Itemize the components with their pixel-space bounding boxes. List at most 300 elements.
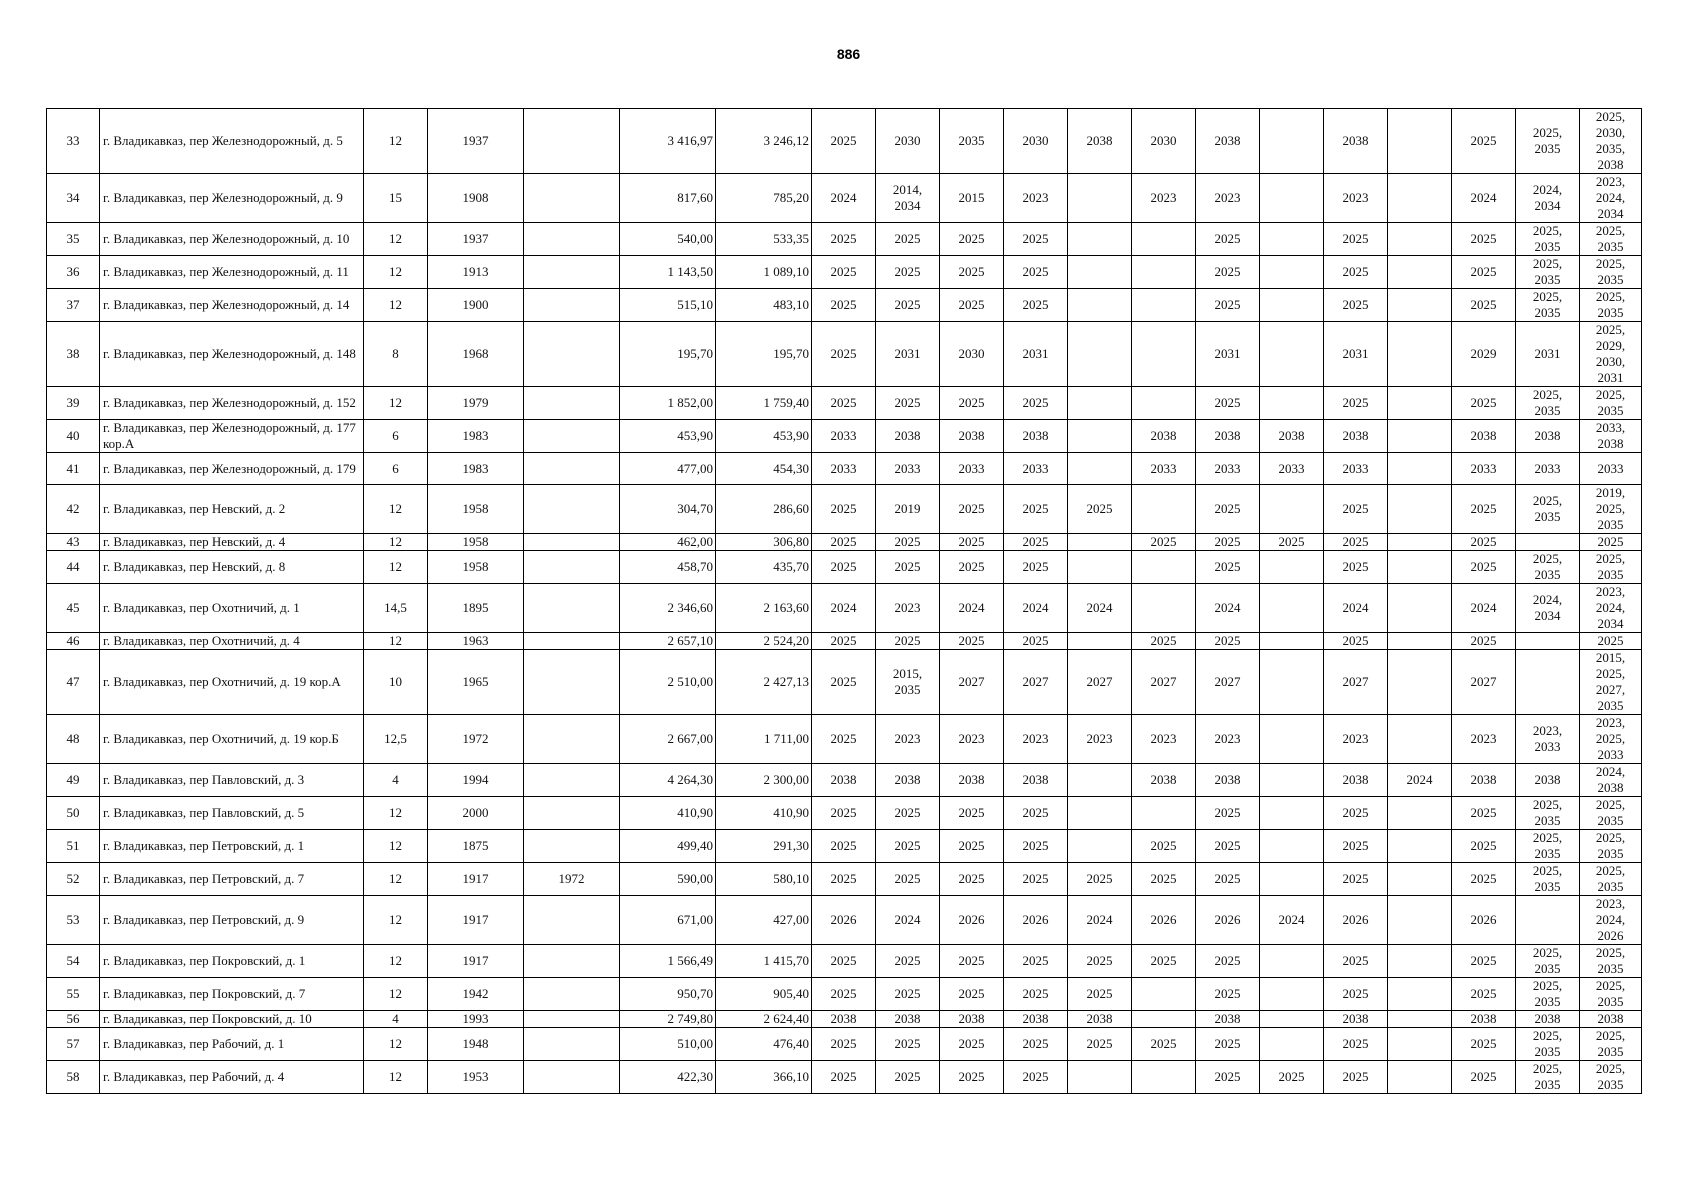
year-c8-cell: 2025 (812, 485, 876, 534)
table-row (47, 830, 1642, 863)
year-c18-cell: 2025 (1452, 223, 1516, 256)
year-c18-cell: 2026 (1452, 896, 1516, 945)
year-c11-cell: 2025 (1004, 978, 1068, 1011)
year-c10-cell: 2025 (940, 633, 1004, 650)
total-area-cell: 3 416,97 (620, 109, 716, 174)
year-c10-cell: 2025 (940, 1028, 1004, 1061)
year-c9-cell: 2033 (876, 453, 940, 485)
year-c10-cell: 2025 (940, 797, 1004, 830)
table-row (47, 764, 1642, 797)
year-c19-cell: 2025, 2035 (1516, 223, 1580, 256)
year-c10-cell: 2023 (940, 715, 1004, 764)
year-col-5-cell (524, 945, 620, 978)
address-cell: г. Владикавказ, пер Невский, д. 4 (100, 534, 364, 551)
year-c19-cell: 2025, 2035 (1516, 387, 1580, 420)
table-row (47, 387, 1642, 420)
row-number-cell: 36 (47, 256, 100, 289)
year-c20-cell: 2025, 2035 (1580, 863, 1642, 896)
year-c19-cell: 2025, 2035 (1516, 978, 1580, 1011)
year-c16-cell: 2033 (1324, 453, 1388, 485)
year-c20-cell: 2025, 2035 (1580, 830, 1642, 863)
year-c16-cell: 2026 (1324, 896, 1388, 945)
table-row (47, 1011, 1642, 1028)
year-c18-cell: 2024 (1452, 174, 1516, 223)
value-col-3-cell: 12,5 (364, 715, 428, 764)
year-c18-cell: 2025 (1452, 289, 1516, 322)
year-c12-cell: 2024 (1068, 896, 1132, 945)
year-c9-cell: 2025 (876, 256, 940, 289)
address-cell: г. Владикавказ, пер Железнодорожный, д. 14 (100, 289, 364, 322)
year-c13-cell: 2038 (1132, 764, 1196, 797)
year-c8-cell: 2025 (812, 1061, 876, 1094)
year-c12-cell: 2025 (1068, 1028, 1132, 1061)
row-number-cell: 40 (47, 420, 100, 453)
year-built-cell: 1895 (428, 584, 524, 633)
year-c16-cell: 2025 (1324, 797, 1388, 830)
value-col-3-cell: 8 (364, 322, 428, 387)
year-built-cell: 1983 (428, 453, 524, 485)
year-col-5-cell (524, 978, 620, 1011)
year-c10-cell: 2025 (940, 485, 1004, 534)
year-col-5-cell (524, 453, 620, 485)
year-c14-cell: 2025 (1196, 1061, 1260, 1094)
year-c19-cell: 2025, 2035 (1516, 109, 1580, 174)
value-col-3-cell: 12 (364, 896, 428, 945)
year-c12-cell (1068, 797, 1132, 830)
value-col-3-cell: 12 (364, 534, 428, 551)
year-c20-cell: 2025, 2035 (1580, 256, 1642, 289)
year-c19-cell: 2025, 2035 (1516, 289, 1580, 322)
row-number-cell: 45 (47, 584, 100, 633)
total-area-cell: 458,70 (620, 551, 716, 584)
year-c18-cell: 2025 (1452, 945, 1516, 978)
year-col-5-cell (524, 764, 620, 797)
year-c11-cell: 2025 (1004, 633, 1068, 650)
year-c14-cell: 2025 (1196, 978, 1260, 1011)
year-col-5-cell (524, 584, 620, 633)
year-c15-cell (1260, 387, 1324, 420)
row-number-cell: 39 (47, 387, 100, 420)
year-c17-cell (1388, 633, 1452, 650)
year-c12-cell (1068, 1061, 1132, 1094)
year-c17-cell (1388, 420, 1452, 453)
year-c11-cell: 2026 (1004, 896, 1068, 945)
year-c12-cell (1068, 256, 1132, 289)
year-c14-cell: 2038 (1196, 1011, 1260, 1028)
table-row (47, 109, 1642, 174)
year-c17-cell (1388, 584, 1452, 633)
year-c19-cell: 2038 (1516, 1011, 1580, 1028)
year-c17-cell: 2024 (1388, 764, 1452, 797)
year-c16-cell: 2024 (1324, 584, 1388, 633)
value-col-3-cell: 15 (364, 174, 428, 223)
year-c20-cell: 2025, 2035 (1580, 1061, 1642, 1094)
year-c10-cell: 2025 (940, 534, 1004, 551)
year-built-cell: 1972 (428, 715, 524, 764)
table-row (47, 797, 1642, 830)
row-number-cell: 57 (47, 1028, 100, 1061)
year-c10-cell: 2025 (940, 1061, 1004, 1094)
year-built-cell: 1993 (428, 1011, 524, 1028)
year-c8-cell: 2033 (812, 453, 876, 485)
table-row (47, 534, 1642, 551)
table-row (47, 485, 1642, 534)
year-c14-cell: 2027 (1196, 650, 1260, 715)
year-c9-cell: 2025 (876, 223, 940, 256)
year-col-5-cell (524, 830, 620, 863)
year-c12-cell (1068, 420, 1132, 453)
living-area-cell: 366,10 (716, 1061, 812, 1094)
address-cell: г. Владикавказ, пер Павловский, д. 5 (100, 797, 364, 830)
year-c11-cell: 2038 (1004, 764, 1068, 797)
table-row (47, 978, 1642, 1011)
year-built-cell: 1900 (428, 289, 524, 322)
year-c18-cell: 2027 (1452, 650, 1516, 715)
year-c9-cell: 2025 (876, 289, 940, 322)
year-c14-cell: 2025 (1196, 797, 1260, 830)
year-c17-cell (1388, 534, 1452, 551)
year-c9-cell: 2025 (876, 1061, 940, 1094)
row-number-cell: 37 (47, 289, 100, 322)
row-number-cell: 51 (47, 830, 100, 863)
year-c12-cell: 2027 (1068, 650, 1132, 715)
year-c9-cell: 2023 (876, 584, 940, 633)
year-c16-cell: 2025 (1324, 551, 1388, 584)
living-area-cell: 453,90 (716, 420, 812, 453)
year-c18-cell: 2025 (1452, 109, 1516, 174)
year-c20-cell: 2023, 2024, 2034 (1580, 174, 1642, 223)
year-built-cell: 2000 (428, 797, 524, 830)
year-c15-cell (1260, 1011, 1324, 1028)
year-c19-cell: 2024, 2034 (1516, 584, 1580, 633)
address-cell: г. Владикавказ, пер Петровский, д. 7 (100, 863, 364, 896)
value-col-3-cell: 12 (364, 485, 428, 534)
year-c10-cell: 2038 (940, 764, 1004, 797)
year-c8-cell: 2025 (812, 863, 876, 896)
year-c19-cell: 2023, 2033 (1516, 715, 1580, 764)
year-built-cell: 1958 (428, 485, 524, 534)
year-c12-cell (1068, 387, 1132, 420)
year-c9-cell: 2030 (876, 109, 940, 174)
row-number-cell: 55 (47, 978, 100, 1011)
total-area-cell: 1 852,00 (620, 387, 716, 420)
total-area-cell: 510,00 (620, 1028, 716, 1061)
year-built-cell: 1948 (428, 1028, 524, 1061)
row-number-cell: 44 (47, 551, 100, 584)
year-c16-cell: 2038 (1324, 109, 1388, 174)
year-c18-cell: 2025 (1452, 256, 1516, 289)
address-cell: г. Владикавказ, пер Охотничий, д. 4 (100, 633, 364, 650)
year-c12-cell (1068, 764, 1132, 797)
year-c14-cell: 2025 (1196, 551, 1260, 584)
year-c16-cell: 2025 (1324, 534, 1388, 551)
year-c20-cell: 2019, 2025, 2035 (1580, 485, 1642, 534)
year-c9-cell: 2014, 2034 (876, 174, 940, 223)
year-c20-cell: 2025, 2035 (1580, 978, 1642, 1011)
year-c8-cell: 2025 (812, 534, 876, 551)
year-c13-cell (1132, 223, 1196, 256)
year-c15-cell (1260, 764, 1324, 797)
year-c14-cell: 2031 (1196, 322, 1260, 387)
year-c18-cell: 2025 (1452, 830, 1516, 863)
year-c15-cell (1260, 715, 1324, 764)
living-area-cell: 2 163,60 (716, 584, 812, 633)
year-c15-cell (1260, 485, 1324, 534)
year-c17-cell (1388, 650, 1452, 715)
year-c17-cell (1388, 109, 1452, 174)
total-area-cell: 499,40 (620, 830, 716, 863)
year-c9-cell: 2038 (876, 420, 940, 453)
address-cell: г. Владикавказ, пер Рабочий, д. 4 (100, 1061, 364, 1094)
year-c11-cell: 2025 (1004, 387, 1068, 420)
year-c15-cell (1260, 945, 1324, 978)
total-area-cell: 2 346,60 (620, 584, 716, 633)
total-area-cell: 422,30 (620, 1061, 716, 1094)
year-c8-cell: 2025 (812, 797, 876, 830)
year-c14-cell: 2026 (1196, 896, 1260, 945)
year-c13-cell (1132, 797, 1196, 830)
value-col-3-cell: 12 (364, 1028, 428, 1061)
year-built-cell: 1942 (428, 978, 524, 1011)
address-cell: г. Владикавказ, пер Железнодорожный, д. 148 (100, 322, 364, 387)
year-c11-cell: 2033 (1004, 453, 1068, 485)
year-c16-cell: 2025 (1324, 1061, 1388, 1094)
year-c13-cell: 2030 (1132, 109, 1196, 174)
table-row (47, 1028, 1642, 1061)
year-c15-cell (1260, 551, 1324, 584)
year-built-cell: 1953 (428, 1061, 524, 1094)
year-c11-cell: 2025 (1004, 223, 1068, 256)
year-c11-cell: 2025 (1004, 289, 1068, 322)
year-c15-cell (1260, 978, 1324, 1011)
year-c20-cell: 2038 (1580, 1011, 1642, 1028)
table-row (47, 650, 1642, 715)
year-c19-cell: 2025, 2035 (1516, 797, 1580, 830)
year-col-5-cell (524, 896, 620, 945)
year-built-cell: 1958 (428, 534, 524, 551)
year-c19-cell: 2038 (1516, 420, 1580, 453)
year-c16-cell: 2025 (1324, 485, 1388, 534)
address-cell: г. Владикавказ, пер Петровский, д. 1 (100, 830, 364, 863)
year-c8-cell: 2038 (812, 1011, 876, 1028)
address-cell: г. Владикавказ, пер Железнодорожный, д. 5 (100, 109, 364, 174)
address-cell: г. Владикавказ, пер Невский, д. 2 (100, 485, 364, 534)
year-c19-cell (1516, 896, 1580, 945)
table-row (47, 633, 1642, 650)
year-col-5-cell: 1972 (524, 863, 620, 896)
year-col-5-cell (524, 1011, 620, 1028)
row-number-cell: 54 (47, 945, 100, 978)
address-cell: г. Владикавказ, пер Железнодорожный, д. 10 (100, 223, 364, 256)
year-c16-cell: 2038 (1324, 420, 1388, 453)
living-area-cell: 410,90 (716, 797, 812, 830)
year-c9-cell: 2015, 2035 (876, 650, 940, 715)
year-built-cell: 1917 (428, 863, 524, 896)
year-c18-cell: 2025 (1452, 633, 1516, 650)
year-c10-cell: 2025 (940, 387, 1004, 420)
year-built-cell: 1983 (428, 420, 524, 453)
year-built-cell: 1917 (428, 945, 524, 978)
year-built-cell: 1917 (428, 896, 524, 945)
year-c18-cell: 2033 (1452, 453, 1516, 485)
year-c12-cell: 2025 (1068, 978, 1132, 1011)
year-c13-cell (1132, 387, 1196, 420)
year-c16-cell: 2025 (1324, 830, 1388, 863)
year-c10-cell: 2035 (940, 109, 1004, 174)
table-row (47, 453, 1642, 485)
total-area-cell: 671,00 (620, 896, 716, 945)
year-c19-cell: 2025, 2035 (1516, 945, 1580, 978)
year-c14-cell: 2025 (1196, 256, 1260, 289)
year-c17-cell (1388, 223, 1452, 256)
year-c12-cell (1068, 633, 1132, 650)
year-col-5-cell (524, 1061, 620, 1094)
row-number-cell: 41 (47, 453, 100, 485)
year-c12-cell (1068, 830, 1132, 863)
year-col-5-cell (524, 256, 620, 289)
year-built-cell: 1979 (428, 387, 524, 420)
year-c19-cell: 2025, 2035 (1516, 256, 1580, 289)
year-c10-cell: 2025 (940, 978, 1004, 1011)
year-c17-cell (1388, 174, 1452, 223)
year-c8-cell: 2025 (812, 715, 876, 764)
year-c10-cell: 2038 (940, 1011, 1004, 1028)
year-c10-cell: 2038 (940, 420, 1004, 453)
year-c16-cell: 2038 (1324, 764, 1388, 797)
year-built-cell: 1958 (428, 551, 524, 584)
year-c14-cell: 2038 (1196, 109, 1260, 174)
year-c9-cell: 2031 (876, 322, 940, 387)
year-c11-cell: 2038 (1004, 420, 1068, 453)
table-row (47, 223, 1642, 256)
year-c17-cell (1388, 797, 1452, 830)
year-c11-cell: 2025 (1004, 797, 1068, 830)
year-c13-cell (1132, 485, 1196, 534)
year-c14-cell: 2025 (1196, 830, 1260, 863)
total-area-cell: 2 667,00 (620, 715, 716, 764)
year-c17-cell (1388, 453, 1452, 485)
address-cell: г. Владикавказ, пер Покровский, д. 10 (100, 1011, 364, 1028)
housing-register-table (46, 108, 1642, 1094)
year-c18-cell: 2025 (1452, 978, 1516, 1011)
row-number-cell: 50 (47, 797, 100, 830)
year-c12-cell (1068, 322, 1132, 387)
address-cell: г. Владикавказ, пер Охотничий, д. 1 (100, 584, 364, 633)
year-c16-cell: 2025 (1324, 1028, 1388, 1061)
year-c18-cell: 2024 (1452, 584, 1516, 633)
table-row (47, 896, 1642, 945)
value-col-3-cell: 6 (364, 453, 428, 485)
year-c14-cell: 2025 (1196, 223, 1260, 256)
year-c18-cell: 2025 (1452, 534, 1516, 551)
year-c13-cell: 2025 (1132, 863, 1196, 896)
year-c9-cell: 2025 (876, 387, 940, 420)
year-c12-cell: 2038 (1068, 1011, 1132, 1028)
year-c8-cell: 2025 (812, 1028, 876, 1061)
living-area-cell: 306,80 (716, 534, 812, 551)
year-c9-cell: 2038 (876, 1011, 940, 1028)
year-c15-cell (1260, 256, 1324, 289)
value-col-3-cell: 12 (364, 387, 428, 420)
value-col-3-cell: 12 (364, 1061, 428, 1094)
year-c8-cell: 2025 (812, 387, 876, 420)
year-c13-cell (1132, 289, 1196, 322)
year-c9-cell: 2025 (876, 797, 940, 830)
year-c12-cell: 2025 (1068, 945, 1132, 978)
address-cell: г. Владикавказ, пер Покровский, д. 7 (100, 978, 364, 1011)
year-col-5-cell (524, 109, 620, 174)
total-area-cell: 195,70 (620, 322, 716, 387)
year-c14-cell: 2025 (1196, 1028, 1260, 1061)
total-area-cell: 2 657,10 (620, 633, 716, 650)
year-c11-cell: 2025 (1004, 1061, 1068, 1094)
year-c15-cell (1260, 830, 1324, 863)
year-c17-cell (1388, 1028, 1452, 1061)
year-c20-cell: 2025 (1580, 534, 1642, 551)
year-c13-cell: 2023 (1132, 174, 1196, 223)
year-c9-cell: 2025 (876, 1028, 940, 1061)
value-col-3-cell: 12 (364, 633, 428, 650)
year-c18-cell: 2025 (1452, 797, 1516, 830)
year-c15-cell (1260, 584, 1324, 633)
year-col-5-cell (524, 485, 620, 534)
living-area-cell: 3 246,12 (716, 109, 812, 174)
year-c8-cell: 2025 (812, 289, 876, 322)
value-col-3-cell: 12 (364, 945, 428, 978)
living-area-cell: 785,20 (716, 174, 812, 223)
year-col-5-cell (524, 223, 620, 256)
year-c13-cell: 2033 (1132, 453, 1196, 485)
year-c18-cell: 2025 (1452, 485, 1516, 534)
address-cell: г. Владикавказ, пер Охотничий, д. 19 кор.А (100, 650, 364, 715)
year-c18-cell: 2025 (1452, 551, 1516, 584)
year-c17-cell (1388, 289, 1452, 322)
year-col-5-cell (524, 387, 620, 420)
total-area-cell: 817,60 (620, 174, 716, 223)
year-c13-cell (1132, 551, 1196, 584)
year-c14-cell: 2025 (1196, 534, 1260, 551)
year-c13-cell (1132, 322, 1196, 387)
year-c17-cell (1388, 322, 1452, 387)
year-c20-cell: 2023, 2024, 2034 (1580, 584, 1642, 633)
table-row (47, 289, 1642, 322)
year-c14-cell: 2025 (1196, 289, 1260, 322)
year-c13-cell: 2025 (1132, 1028, 1196, 1061)
table-row (47, 420, 1642, 453)
address-cell: г. Владикавказ, пер Железнодорожный, д. 177 кор.А (100, 420, 364, 453)
year-c18-cell: 2038 (1452, 1011, 1516, 1028)
year-c13-cell: 2025 (1132, 534, 1196, 551)
year-c11-cell: 2025 (1004, 256, 1068, 289)
year-col-5-cell (524, 420, 620, 453)
year-c16-cell: 2025 (1324, 256, 1388, 289)
year-c12-cell: 2025 (1068, 485, 1132, 534)
year-c12-cell: 2025 (1068, 863, 1132, 896)
year-c19-cell (1516, 650, 1580, 715)
year-c11-cell: 2025 (1004, 945, 1068, 978)
year-c15-cell: 2024 (1260, 896, 1324, 945)
year-c17-cell (1388, 978, 1452, 1011)
year-c19-cell: 2025, 2035 (1516, 863, 1580, 896)
year-c15-cell (1260, 797, 1324, 830)
value-col-3-cell: 12 (364, 830, 428, 863)
row-number-cell: 35 (47, 223, 100, 256)
address-cell: г. Владикавказ, пер Железнодорожный, д. 9 (100, 174, 364, 223)
year-c11-cell: 2025 (1004, 863, 1068, 896)
year-c15-cell (1260, 223, 1324, 256)
year-c15-cell (1260, 1028, 1324, 1061)
table-row (47, 945, 1642, 978)
